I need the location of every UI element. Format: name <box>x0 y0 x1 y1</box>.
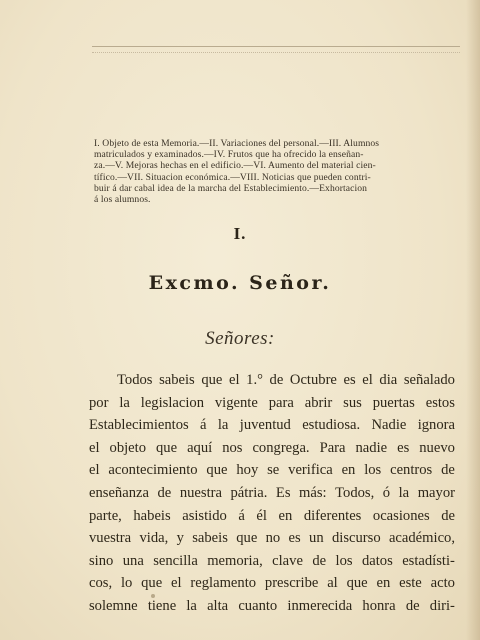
body-word: de <box>441 462 455 479</box>
body-word: de <box>269 372 284 388</box>
body-word: de <box>157 484 172 501</box>
body-word: la <box>119 394 130 411</box>
body-word: solemne <box>89 597 138 614</box>
body-word: mayor <box>417 484 455 501</box>
body-word: discurso <box>331 530 381 547</box>
body-word: Todos, <box>335 484 375 501</box>
body-word: Octubre <box>289 372 337 388</box>
body-word: el <box>362 372 373 388</box>
body-word: no <box>265 530 281 547</box>
body-word: el <box>171 575 182 592</box>
body-word: sus <box>343 394 362 411</box>
body-word: un <box>309 530 324 547</box>
body-word: estadísti- <box>402 552 455 569</box>
body-word: por <box>89 394 109 411</box>
body-word: vida, <box>139 530 169 547</box>
body-word: inmerecida <box>287 597 353 614</box>
body-word: señalado <box>403 372 455 388</box>
body-line <box>89 595 455 618</box>
body-line <box>89 392 455 415</box>
body-word: honra <box>362 597 396 614</box>
body-word: él <box>256 507 267 524</box>
body-word: ignora <box>417 417 455 434</box>
body-line <box>89 572 455 595</box>
summary-line: tífico.—VII. Situacion económica.—VIII. Noticias que pueden contri- <box>94 171 371 183</box>
salutation-heading: Excmo. Señor. <box>148 272 332 294</box>
body-word: sabeis <box>159 372 195 388</box>
body-word: abrir <box>304 394 333 411</box>
body-word: que <box>236 530 258 547</box>
body-word: la <box>217 417 229 434</box>
body-word: asistido <box>182 507 227 524</box>
body-word: á <box>238 507 245 524</box>
body-line <box>89 505 455 528</box>
body-word: que <box>346 575 368 592</box>
body-word: la <box>186 597 197 614</box>
body-line <box>89 550 455 573</box>
body-word: hoy <box>236 462 259 479</box>
body-word: cos, <box>89 575 113 592</box>
body-line <box>89 437 455 460</box>
body-word: es <box>343 372 356 388</box>
body-word: sabeis <box>192 530 228 547</box>
body-word: es <box>288 530 301 547</box>
ink-speck <box>151 594 155 598</box>
body-word: prescribe <box>264 575 319 592</box>
body-word: acontecimiento <box>108 462 198 479</box>
header-rule-secondary <box>92 52 460 53</box>
body-word: á <box>200 417 207 434</box>
body-line <box>89 459 455 482</box>
body-word: de <box>312 552 327 569</box>
body-word: pátria. <box>230 484 268 501</box>
body-line <box>89 527 455 550</box>
summary-line: matriculados y examinados.—IV. Frutos que ha ofrecido la enseñan- <box>94 149 364 161</box>
body-word: para <box>268 394 294 411</box>
body-word: objeto <box>109 439 147 456</box>
body-word: juventud <box>239 417 291 434</box>
body-word: sencilla <box>153 552 198 569</box>
body-word: de <box>405 597 420 614</box>
body-word: congrega. <box>252 439 310 456</box>
body-word: los <box>364 462 382 479</box>
body-word: en <box>341 462 356 479</box>
summary-line: buir á dar cabal idea de la marcha del Establecimiento.—Exhortacion <box>94 182 368 194</box>
body-word: la <box>398 484 410 501</box>
body-word: nuestra <box>179 484 222 501</box>
body-word: que <box>141 575 163 592</box>
body-word: puertas <box>372 394 415 411</box>
body-word: estos <box>425 394 455 411</box>
body-word: que <box>206 462 228 479</box>
body-word: Para <box>319 439 346 456</box>
body-word: nadie <box>355 439 388 456</box>
body-word: el <box>89 439 100 456</box>
body-word: datos <box>361 552 393 569</box>
body-word: sino <box>89 552 114 569</box>
body-word: nos <box>222 439 243 456</box>
body-line <box>89 369 455 392</box>
page-edge-shadow <box>466 0 480 640</box>
body-word: una <box>122 552 144 569</box>
body-word: centros <box>390 462 433 479</box>
body-word: acto <box>430 575 455 592</box>
addressee-greeting: Señores: <box>205 328 275 349</box>
body-word: en <box>376 575 391 592</box>
chapter-summary <box>94 138 458 205</box>
body-line <box>89 482 455 505</box>
body-word: parte, <box>89 507 122 524</box>
body-paragraph <box>89 369 455 618</box>
body-line <box>89 414 455 437</box>
body-word: ó <box>382 484 391 501</box>
body-word: memoria, <box>207 552 263 569</box>
summary-line: á los alumnos. <box>94 194 151 206</box>
body-word: el <box>229 372 240 388</box>
body-word: ocasiones <box>372 507 430 524</box>
section-number: I. <box>233 224 247 243</box>
body-word: se <box>267 462 280 479</box>
body-word: Nadie <box>371 417 407 434</box>
body-word: de <box>441 507 455 524</box>
body-word: académico, <box>388 530 455 547</box>
header-rule <box>92 46 460 47</box>
body-word: enseñanza <box>89 484 149 501</box>
body-word: clave <box>272 552 303 569</box>
body-word: verifica <box>288 462 333 479</box>
body-word: estudiosa. <box>302 417 361 434</box>
body-word: en <box>278 507 293 524</box>
body-word: reglamento <box>190 575 257 592</box>
body-word: diri- <box>429 597 455 614</box>
body-word: más: <box>299 484 327 501</box>
body-word: 1.° <box>246 372 263 388</box>
body-word: que <box>156 439 178 456</box>
body-word: Todos <box>117 372 153 388</box>
summary-line: za.—V. Mejoras hechas en el edificio.—VI. Aumento del material cien- <box>94 160 376 172</box>
body-word: vigente <box>214 394 258 411</box>
body-word: es <box>397 439 410 456</box>
body-word: tiene <box>147 597 177 614</box>
body-word: habeis <box>133 507 171 524</box>
body-word: lo <box>120 575 133 592</box>
body-word: nuevo <box>419 439 455 456</box>
body-word: los <box>335 552 353 569</box>
body-word: y <box>176 530 184 547</box>
summary-line: I. Objeto de esta Memoria.—II. Variaciones del personal.—III. Alumnos <box>94 138 380 149</box>
body-word: al <box>327 575 338 592</box>
body-word: cuanto <box>238 597 278 614</box>
body-word: legislacion <box>140 394 204 411</box>
body-word: el <box>89 462 100 479</box>
body-word: Es <box>275 484 291 501</box>
body-word: vuestra <box>89 530 132 547</box>
body-word: diferentes <box>303 507 362 524</box>
body-word: alta <box>207 597 229 614</box>
body-word: dia <box>379 372 398 388</box>
body-word: que <box>201 372 223 388</box>
body-word: Establecimientos <box>89 417 189 434</box>
body-word: aquí <box>187 439 213 456</box>
body-word: este <box>399 575 422 592</box>
